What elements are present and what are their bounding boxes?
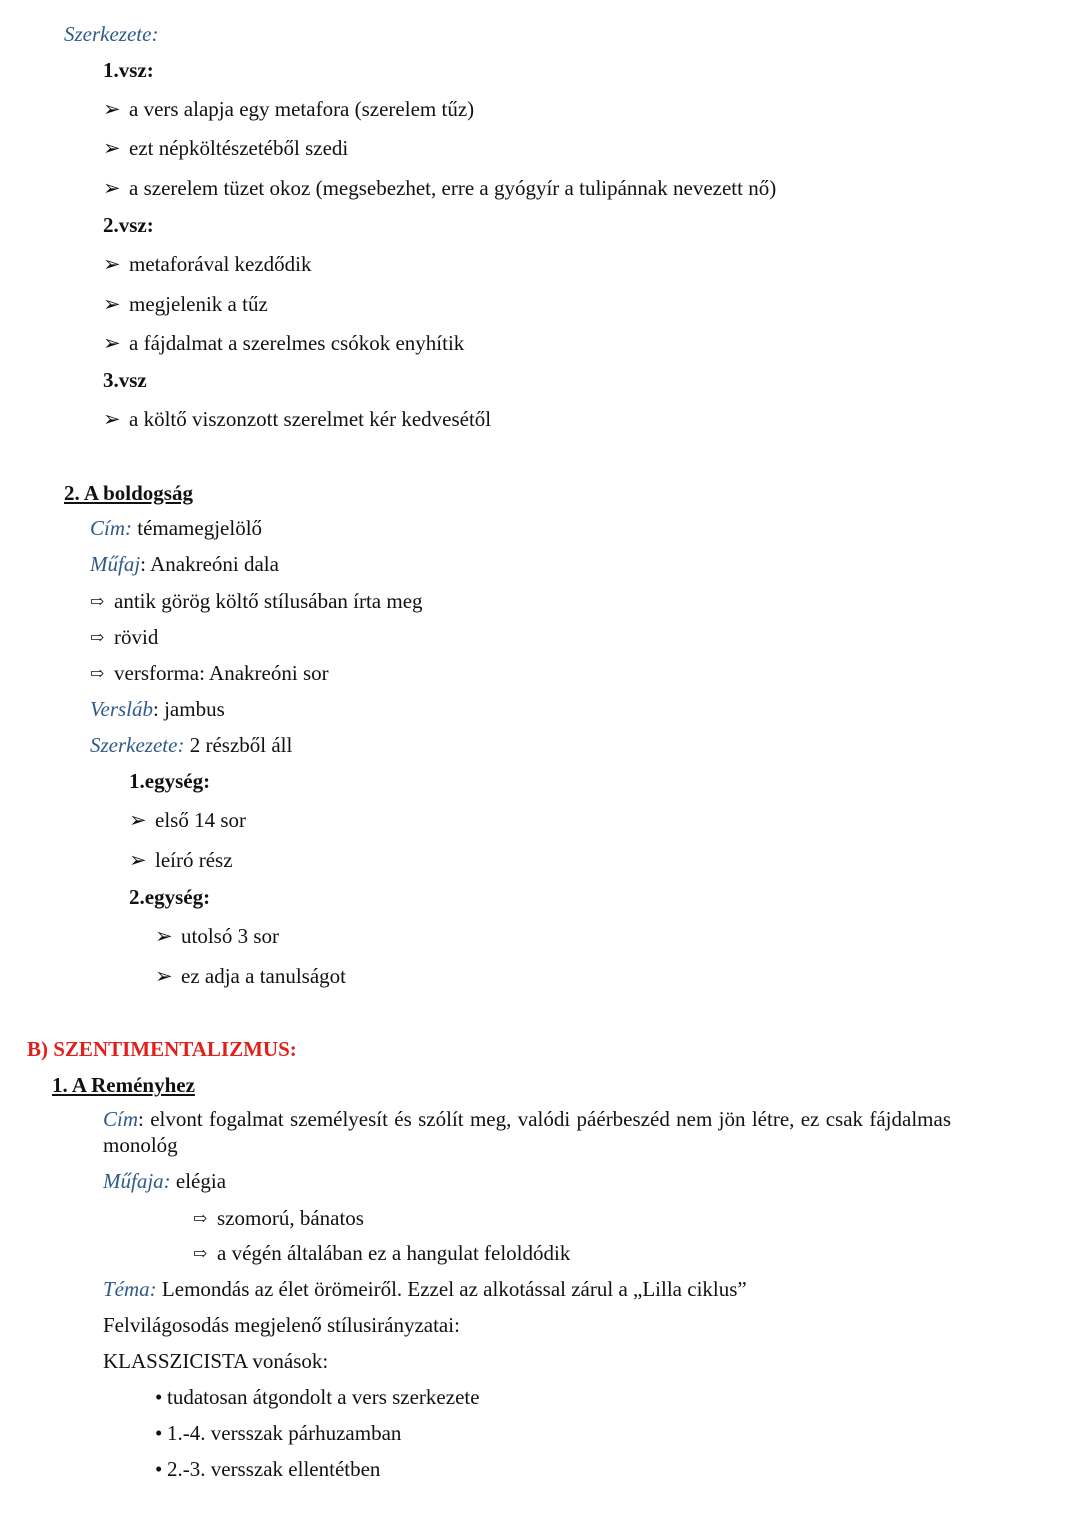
field-label: Versláb (90, 697, 153, 721)
outline-arrow-icon: ⇨ (193, 1244, 208, 1263)
arrowhead-bullet-icon: ➢ (103, 176, 121, 200)
foot-row (90, 696, 225, 722)
genre-row (90, 551, 279, 577)
field-label: Cím: (90, 516, 132, 540)
bullet-dot-icon: • (155, 1421, 163, 1445)
outline-arrow-icon: ⇨ (90, 628, 105, 647)
list-item: ➢ a költő viszonzott szerelmet kér kedvesétől (103, 407, 492, 431)
arrowhead-bullet-icon: ➢ (155, 924, 173, 948)
arrowhead-bullet-icon: ➢ (155, 964, 173, 988)
title-row (103, 1106, 951, 1158)
list-item: ⇨ rövid (90, 625, 159, 649)
list-item: ➢ a fájdalmat a szerelmes csókok enyhítik (103, 331, 465, 355)
list-item: ➢ a vers alapja egy metafora (szerelem tűz) (103, 97, 475, 121)
list-item: • tudatosan átgondolt a vers szerkezete (155, 1385, 480, 1409)
unit-heading: 1.egység: (129, 769, 211, 793)
field-label: Cím (103, 1107, 139, 1131)
styles-line: Felvilágosodás megjelenő stílusirányzatai: (103, 1313, 460, 1337)
field-label: Téma: (103, 1277, 157, 1301)
field-value: : elvont fogalmat személyesít és szólít meg, valódi páérbeszéd nem jön létre, ez csak fájdalmas monológ (103, 1107, 951, 1157)
list-item: ⇨ a végén általában ez a hangulat feloldódik (193, 1241, 571, 1265)
arrowhead-bullet-icon: ➢ (129, 848, 147, 872)
bullet-dot-icon: • (155, 1385, 163, 1409)
field-value: Lemondás az élet örömeiről. Ezzel az alkotással zárul a „Lilla ciklus” (156, 1277, 747, 1301)
poem-title: 2. A boldogság (64, 481, 193, 505)
field-value: elégia (170, 1169, 227, 1193)
field-value: témamegjelölő (132, 516, 263, 540)
arrowhead-bullet-icon: ➢ (103, 252, 121, 276)
field-value: 2 részből áll (184, 733, 293, 757)
field-value: : Anakreóni dala (140, 552, 279, 576)
section-heading: B) SZENTIMENTALIZMUS: (27, 1037, 297, 1061)
structure-label: Szerkezete: (64, 22, 159, 46)
field-label: Szerkezete: (90, 733, 185, 757)
field-label: Műfaja: (103, 1169, 171, 1193)
bullet-dot-icon: • (155, 1457, 163, 1481)
list-item: • 1.-4. versszak párhuzamban (155, 1421, 402, 1445)
list-item: ⇨ antik görög költő stílusában írta meg (90, 589, 423, 613)
genre-row (103, 1168, 226, 1194)
stanza-heading: 2.vsz: (103, 213, 154, 237)
arrowhead-bullet-icon: ➢ (103, 292, 121, 316)
list-item: ➢ megjelenik a tűz (103, 292, 268, 316)
list-item: ➢ első 14 sor (129, 808, 246, 832)
list-item: ➢ ezt népköltészetéből szedi (103, 136, 349, 160)
theme-row (103, 1276, 747, 1302)
list-item: ➢ leíró rész (129, 848, 233, 872)
field-value: : jambus (153, 697, 225, 721)
poem-title: 1. A Reményhez (52, 1073, 195, 1097)
structure-row (90, 732, 292, 758)
title-row (90, 515, 262, 541)
list-item: ➢ a szerelem tüzet okoz (megsebezhet, erre a gyógyír a tulipánnak nevezett nő) (103, 176, 777, 200)
list-item: ➢ metaforával kezdődik (103, 252, 312, 276)
outline-arrow-icon: ⇨ (90, 664, 105, 683)
arrowhead-bullet-icon: ➢ (129, 808, 147, 832)
classicist-line: KLASSZICISTA vonások: (103, 1349, 329, 1373)
unit-heading: 2.egység: (129, 885, 211, 909)
outline-arrow-icon: ⇨ (193, 1209, 208, 1228)
list-item: ➢ ez adja a tanulságot (155, 964, 347, 988)
list-item: ⇨ versforma: Anakreóni sor (90, 661, 329, 685)
arrowhead-bullet-icon: ➢ (103, 97, 121, 121)
field-label: Műfaj (90, 552, 141, 576)
arrowhead-bullet-icon: ➢ (103, 136, 121, 160)
arrowhead-bullet-icon: ➢ (103, 407, 121, 431)
outline-arrow-icon: ⇨ (90, 592, 105, 611)
arrowhead-bullet-icon: ➢ (103, 331, 121, 355)
list-item: ➢ utolsó 3 sor (155, 924, 280, 948)
stanza-heading: 1.vsz: (103, 58, 154, 82)
stanza-heading: 3.vsz (103, 368, 147, 392)
list-item: • 2.-3. versszak ellentétben (155, 1457, 381, 1481)
list-item: ⇨ szomorú, bánatos (193, 1206, 364, 1230)
